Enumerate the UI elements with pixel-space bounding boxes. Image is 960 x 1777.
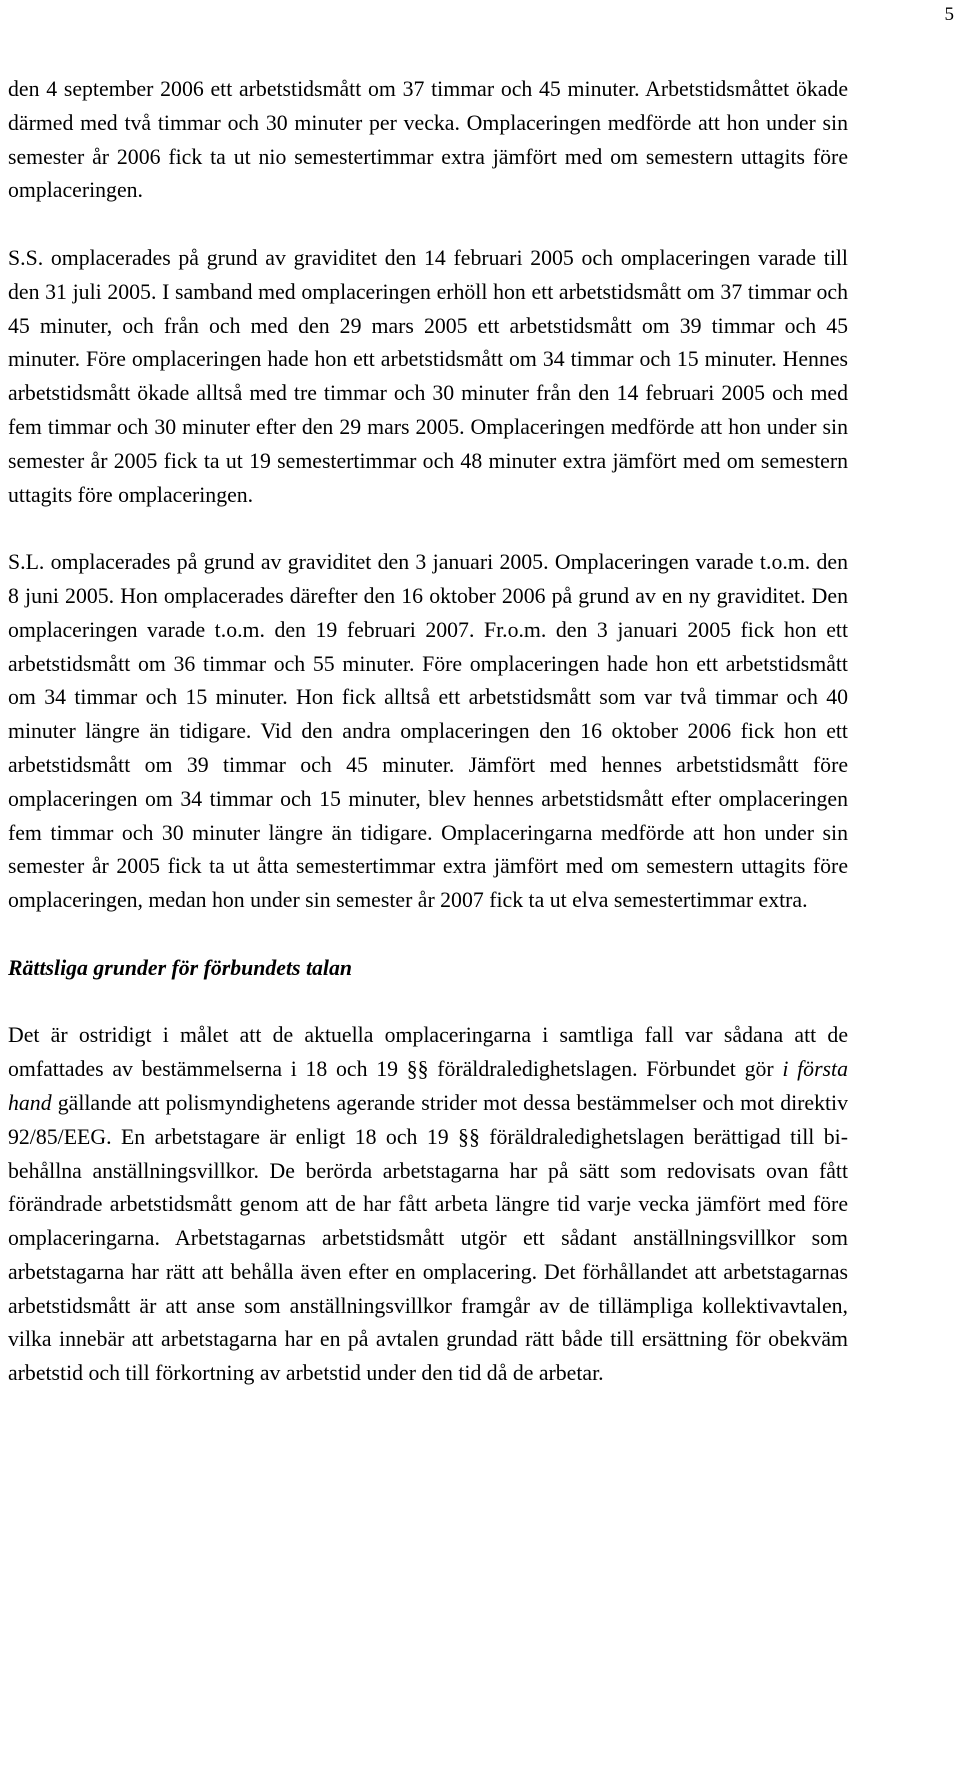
legal-grounds-text-start: Det är ostridigt i målet att de aktuella omplaceringarna i samtliga fall var sådana att de omfattades av bestämmelserna i 18 och 19 §§ föräldraledighetslagen. Förbundet gör <box>8 1023 848 1082</box>
paragraph-sl: S.L. omplacerades på grund av graviditet den 3 januari 2005. Omplaceringen varade t.o.m. den 8 juni 2005. Hon omplacerades därefter den 16 oktober 2006 på grund av en ny graviditet. Den omplaceringen varade t.o.m. den 19 februari 2007. Fr.o.m. den 3 januari 2005 fick hon ett arbetstidsmått om 36 timmar och 55 minuter. Före omplaceringen hade hon ett arbetstidsmått om 34 timmar och 15 minuter. Hon fick alltså ett arbetstidsmått som var två timmar och 40 minuter längre än tidigare. Vid den andra omplaceringen den 16 oktober 2006 fick hon ett arbetstidsmått om 39 timmar och 45 minuter. Jämfört med hennes arbetstidsmått före omplaceringen om 34 timmar och 15 minuter, blev hennes arbetstidsmått efter omplaceringen fem timmar och 30 minuter längre än tidigare. Omplaceringarna medförde att hon under sin semester år 2005 fick ta ut åtta semestertimmar extra jämfört med om semestern uttagits före omplaceringen, medan hon under sin semester år 2007 fick ta ut elva semestertimmar extra. <box>8 550 848 913</box>
paragraph-intro-continuation: den 4 september 2006 ett arbetstidsmått om 37 timmar och 45 minuter. Arbetstidsmåttet ökade därmed med två timmar och 30 minuter per vecka. Omplaceringen medförde att hon under sin semester år 2006 fick ta ut nio semestertimmar extra jämfört med om semestern uttagits före omplaceringen. <box>8 77 848 203</box>
legal-grounds-text-end: gällande att polismyndighetens agerande strider mot dessa bestämmelser och mot direktiv 92/85/EEG. En arbetstagare är enligt 18 och 19 §§ föräldraledighetslagen berättigad till bibehållna anställningsvillkor. De berörda arbetstagarna har på sätt som redovisats ovan fått förändrade arbetstidsmått genom att de har fått arbeta längre tid varje vecka jämfört med före omplaceringarna. Arbetstagarnas arbetstidsmått utgör ett sådant anställningsvillkor som arbetstagarna har rätt att behålla även efter en omplacering. Det förhållandet att arbetstagarnas arbetstidsmått är att anse som anställningsvillkor framgår av de tillämpliga kollektivavtalen, vilka innebär att arbetstagarna har en på avtalen grundad rätt både till ersättning för obekväm arbetstid och till förkortning av arbetstid under den tid då de arbetar. <box>8 1090 848 1386</box>
page-number: 5 <box>944 4 954 25</box>
section-heading: Rättsliga grunder för förbundets talan <box>8 955 352 980</box>
document-body <box>8 73 848 1391</box>
paragraph-legal-grounds <box>8 1019 848 1391</box>
legal-grounds-emphasis: i första hand <box>8 1057 848 1115</box>
paragraph-ss: S.S. omplacerades på grund av graviditet den 14 februari 2005 och omplaceringen varade till den 31 juli 2005. I samband med omplaceringen erhöll hon ett arbetstidsmått om 37 timmar och 45 minuter, och från och med den 29 mars 2005 ett arbetstidsmått om 39 timmar och 45 minuter. Före omplaceringen hade hon ett arbetstidsmått om 34 timmar och 15 minuter. Hennes arbetstidsmått ökade alltså med tre timmar och 30 minuter från den 14 februari 2005 och med fem timmar och 30 minuter efter den 29 mars 2005. Omplaceringen medförde att hon under sin semester år 2005 fick ta ut 19 semestertimmar och 48 minuter extra jämfört med om semestern uttagits före omplaceringen. <box>8 245 848 507</box>
